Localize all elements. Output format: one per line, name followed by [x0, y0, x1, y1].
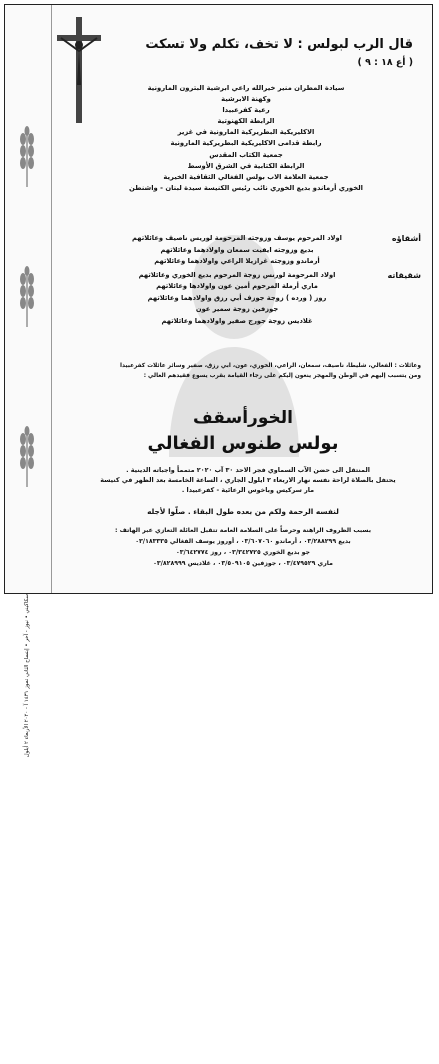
phones-line: جو بديع الخوري ٠٣/٣٤٢٧٢٥ ، روز ٠٣/٦٤٢٧٧٤	[175, 549, 311, 556]
phones-line: بديع ٠٣/٢٨٨٢٩٩ ، أرماندو ٠٣/٦٠٧٠٦٠ ، أوروز يوسف الفغالي ٠٣/١٨٣٣٣٥	[135, 538, 351, 545]
side-strip	[5, 5, 52, 758]
mourner-line: الاكليريكية البطريركية المارونية في غزير	[177, 128, 315, 137]
mourner-line: الرابطة الكتابية في الشرق الأوسط	[187, 161, 305, 170]
mourner-line: سيادة المطران منير خيرالله راعي ابرشية البترون المارونية	[147, 84, 345, 92]
relatives-text	[69, 362, 421, 381]
family-line: روز ( ورده ) زوجة جوزف أبي رزق واولادهما وعائلاتهم	[147, 293, 327, 302]
mourner-line: الرابطة الكهنوتية	[217, 117, 275, 126]
family-label: شقيقاته	[387, 270, 421, 280]
family-line: أرماندو وزوجته غرازيلا الراعي واولادهما وعائلاتهم	[154, 257, 320, 265]
mourner-line: جمعية العلامة الاب بولس الفغالي الثقافية الخيرية	[163, 172, 329, 181]
obituary-frame	[4, 4, 433, 758]
details-line: المنتقل الى حضن الآب السماوي فجر الاحد ٣٠ آب ٢٠٢٠ متمماً واجباته الدينية .	[126, 466, 370, 474]
phones-line: ماري ٠٣/٤٧٩٥٢٩ ، جوزفين ٠٣/٥٠٩١٠٥ ، غلاديس ٠٣/٨٢٨٩٩٩	[153, 560, 333, 567]
funeral-details	[75, 465, 421, 496]
family-line: جوزفين زوجة سمير عون	[195, 305, 279, 313]
side-caption: سكاكيني • نيوز - آخر • إبتساح الثاني تموز ١٤٣١ آ - ٢٠٢٠ الأربعاء ٢ أيلول	[24, 594, 30, 758]
family-line: اولاد المرحوم يوسف وزوجته المرحومة لوريس ناصيف وعائلاتهم	[132, 234, 342, 242]
mourners-list	[87, 83, 405, 194]
family-group-brothers	[93, 233, 421, 268]
condolence-phones	[65, 525, 421, 569]
deceased-name: بولس طنوس الفغالي	[147, 433, 339, 454]
scripture-title: قال الرب لبولس : لا تخف، تكلم ولا تسكت	[145, 37, 413, 52]
deceased-title: الخورأسقف	[193, 408, 293, 428]
prayer-line: لنفسه الرحمة ولكم من بعده طول البقاء . صلّوا لأجله	[147, 507, 339, 516]
wheat-icon	[15, 425, 39, 487]
mourner-line: وكهنة الابرشية	[221, 95, 271, 104]
mourner-line: رابطة قدامى الاكليريكية البطريركية المارونية	[170, 139, 322, 148]
mourner-line: جمعية الكتاب المقدس	[209, 150, 283, 159]
family-line: بديع وزوجته ايفيت سمعان واولادهما وعائلاتهم	[160, 245, 314, 254]
relatives-line: ومن يتسبب إليهم في الوطن والمهجر ينعون إليكم على رجاء القيامة بقرب يسوع فقيدهم الغالي :	[143, 372, 421, 379]
details-line: مار سركيس وباخوس الرعائية - كفرعبيدا .	[181, 486, 315, 495]
scripture-reference: ( أع ١٨ : ٩ )	[357, 57, 413, 68]
family-line: اولاد المرحومة لورنس زوجة المرحوم بديع الخوري وعائلاتهم	[138, 270, 336, 279]
details-line: يحتفل بالصلاة لراحة نفسه نهار الاربعاء ٢ ايلول الجاري ، الساعة الخامسة بعد الظهر في كنيسة	[100, 476, 396, 485]
family-label: أشقاؤه	[391, 234, 421, 243]
wheat-icon	[15, 265, 39, 327]
family-group-sisters	[93, 270, 421, 328]
obituary-main	[57, 5, 429, 593]
wheat-icon	[15, 125, 39, 187]
mourner-line: رعية كفرعبيدا	[222, 106, 270, 115]
family-line: غلاديس زوجة جورج صفير واولادهما وعائلاتهم	[161, 316, 313, 325]
relatives-line: وعائلات : الفغالي، شليطا، ناصيف، سمعان، الراعي، الخوري، عون، ابي رزق، صفير وسائر عائلات كفرعبيدا	[120, 363, 421, 369]
family-section	[93, 233, 421, 329]
family-line: ماري أرملة المرحوم أمين عون واولادها وعائلاتهم	[156, 282, 318, 290]
phones-line: بسبب الظروف الراهنة وحرصاً على السلامة العامة تتقبل العائلة التعازي عبر الهاتف :	[114, 527, 372, 534]
mourner-line: الخوري أرماندو بديع الخوري نائب رئيس الكنيسة سيدة لبنان - واشنطن	[129, 183, 363, 192]
